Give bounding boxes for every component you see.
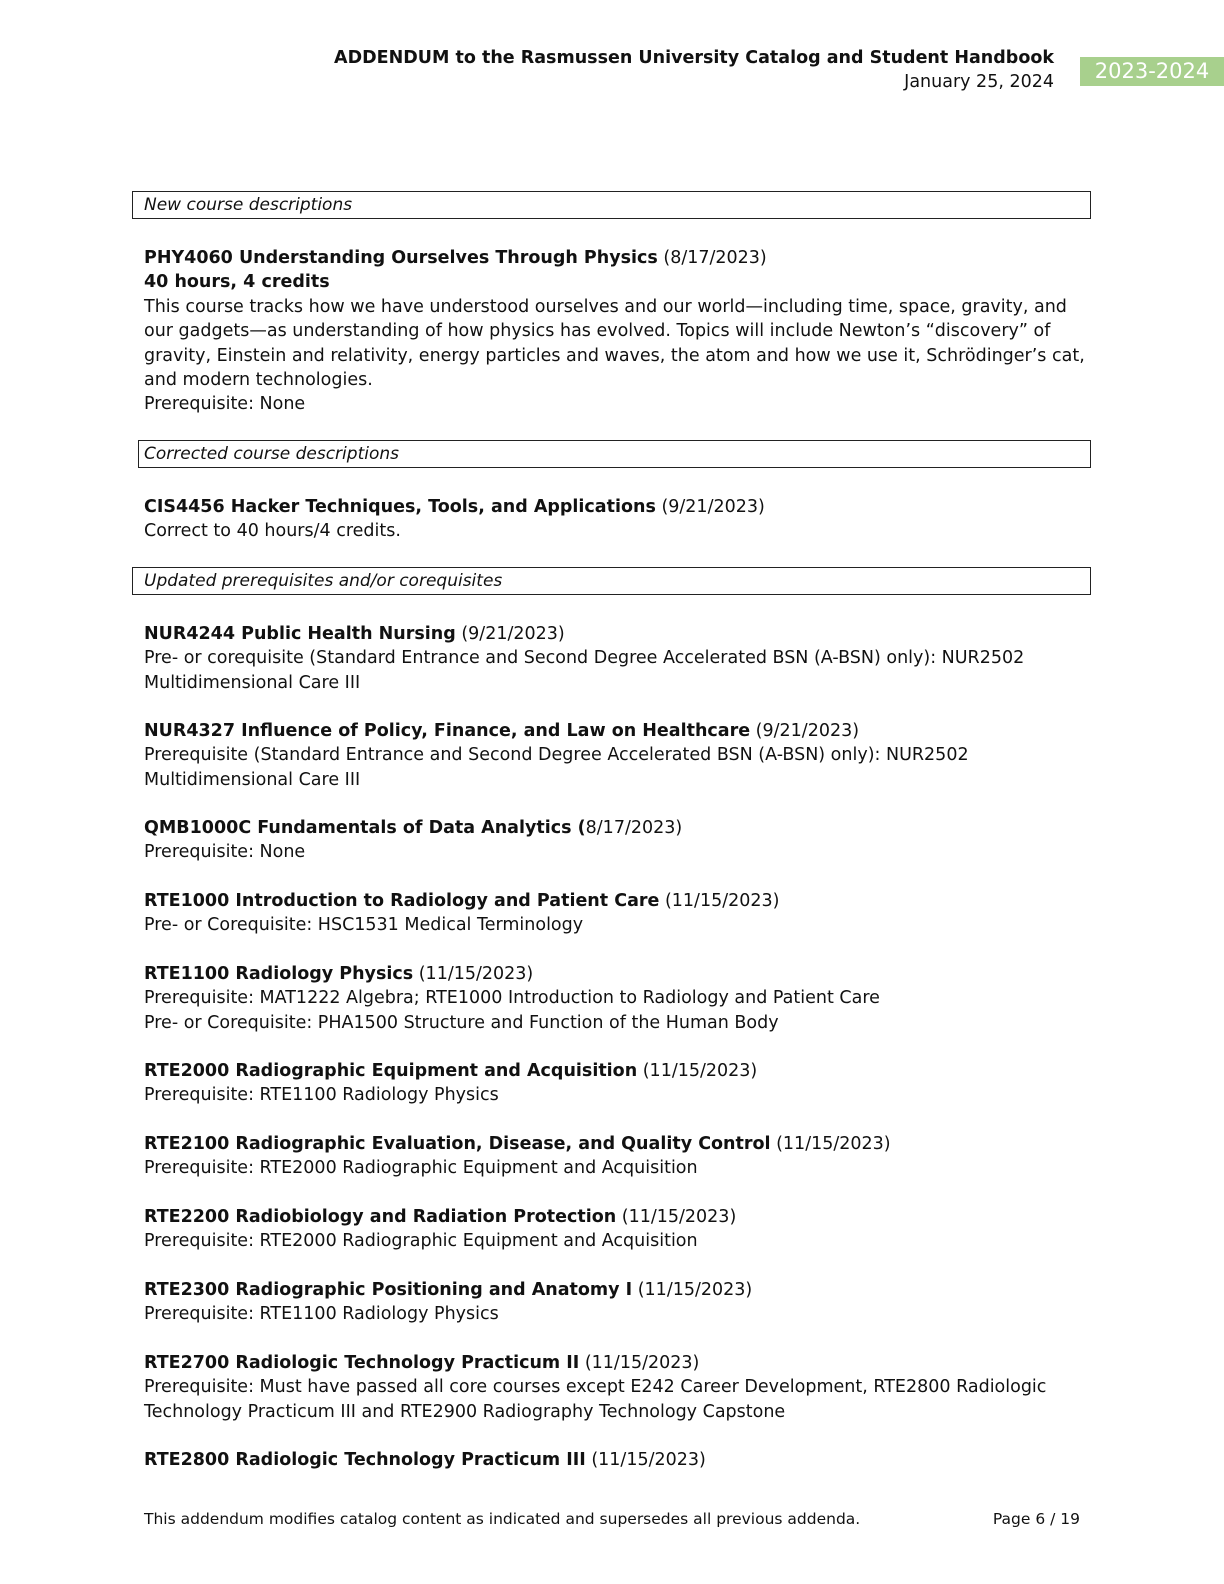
year-badge: 2023-2024 — [1080, 57, 1224, 86]
course-heading — [144, 495, 1089, 519]
course-note: Correct to 40 hours/4 credits. — [144, 521, 401, 542]
course-requirement: Pre- or Corequisite: HSC1531 Medical Terminology — [144, 915, 584, 936]
course-heading — [144, 889, 1089, 913]
course-heading — [144, 719, 1089, 743]
course-prerequisite: Prerequisite: None — [144, 394, 306, 415]
course-title: RTE2700 Radiologic Technology Practicum II — [144, 1353, 580, 1373]
course-title: RTE2800 Radiologic Technology Practicum III — [144, 1450, 586, 1470]
course-heading — [144, 246, 1089, 270]
course-entry-qmb1000c — [144, 816, 1089, 865]
course-requirement: Pre- or corequisite (Standard Entrance and Second Degree Accelerated BSN (A-BSN) only): NUR2502 Multidimensional Care III — [144, 648, 1025, 693]
course-title: NUR4244 Public Health Nursing — [144, 624, 456, 644]
course-title: CIS4456 Hacker Techniques, Tools, and Applications — [144, 497, 656, 517]
course-hours: 40 hours, 4 credits — [144, 272, 330, 293]
footer-note: This addendum modifies catalog content as indicated and supersedes all previous addenda. — [144, 1510, 861, 1528]
course-date: (9/21/2023) — [655, 497, 765, 517]
course-title: RTE1000 Introduction to Radiology and Patient Care — [144, 891, 660, 911]
course-entry-rte2800 — [144, 1448, 1089, 1472]
course-requirement: Pre- or Corequisite: PHA1500 Structure and Function of the Human Body — [144, 1012, 779, 1033]
course-date: (11/15/2023) — [585, 1450, 706, 1470]
course-title: RTE1100 Radiology Physics — [144, 964, 414, 984]
page-number: Page 6 / 19 — [992, 1510, 1080, 1528]
course-description: This course tracks how we have understood ourselves and our world—including time, space, gravity, and our gadgets—as understanding of how physics has evolved. Topics will include Newton’s “discovery” of gravity, Einstein and relativity, energy particles and waves, the atom and how we use it, Schrödinger’s cat, and modern technologies. — [144, 296, 1085, 391]
course-entry-rte1100 — [144, 962, 1089, 1035]
course-heading — [144, 1351, 1089, 1375]
course-date: (11/15/2023) — [632, 1280, 753, 1300]
section-header-new: New course descriptions — [132, 191, 1091, 219]
course-date: (8/17/2023) — [657, 248, 767, 268]
course-date: (11/15/2023) — [616, 1207, 737, 1227]
course-requirement: Prerequisite (Standard Entrance and Second Degree Accelerated BSN (A-BSN) only): NUR2502 Multidimensional Care III — [144, 745, 969, 790]
course-entry-rte2100 — [144, 1132, 1089, 1181]
course-date: (11/15/2023) — [770, 1134, 891, 1154]
course-heading — [144, 622, 1089, 646]
course-date: (9/21/2023) — [455, 624, 565, 644]
course-heading — [144, 1205, 1089, 1229]
document-date: January 25, 2024 — [904, 72, 1054, 92]
course-title: RTE2200 Radiobiology and Radiation Protection — [144, 1207, 617, 1227]
course-date: 8/17/2023) — [585, 818, 683, 838]
course-entry-rte1000 — [144, 889, 1089, 938]
course-heading — [144, 1448, 1089, 1472]
course-heading — [144, 1278, 1089, 1302]
course-date: (11/15/2023) — [659, 891, 780, 911]
course-title: QMB1000C Fundamentals of Data Analytics ( — [144, 818, 586, 838]
course-title: RTE2000 Radiographic Equipment and Acquisition — [144, 1061, 638, 1081]
course-requirement: Prerequisite: None — [144, 842, 306, 863]
course-title: PHY4060 Understanding Ourselves Through Physics — [144, 248, 658, 268]
course-requirement: Prerequisite: RTE2000 Radiographic Equipment and Acquisition — [144, 1231, 698, 1252]
document-title: ADDENDUM to the Rasmussen University Catalog and Student Handbook — [334, 48, 1054, 68]
section-header-updated: Updated prerequisites and/or corequisites — [132, 567, 1091, 595]
course-heading — [144, 1059, 1089, 1083]
course-entry-rte2000 — [144, 1059, 1089, 1108]
course-requirement: Prerequisite: MAT1222 Algebra; RTE1000 Introduction to Radiology and Patient Care — [144, 988, 880, 1009]
course-date: (9/21/2023) — [750, 721, 860, 741]
course-title: RTE2300 Radiographic Positioning and Anatomy I — [144, 1280, 633, 1300]
course-requirement: Prerequisite: RTE1100 Radiology Physics — [144, 1304, 499, 1325]
course-requirement: Prerequisite: Must have passed all core courses except E242 Career Development, RTE2800 Radiologic Technology Practicum III and RTE2900 Radiography Technology Capstone — [144, 1377, 1047, 1422]
course-entry-cis4456 — [144, 495, 1089, 544]
course-heading — [144, 962, 1089, 986]
course-entry-phy4060 — [144, 246, 1089, 417]
course-entry-rte2300 — [144, 1278, 1089, 1327]
course-entry-rte2200 — [144, 1205, 1089, 1254]
course-heading — [144, 1132, 1089, 1156]
course-title: RTE2100 Radiographic Evaluation, Disease, and Quality Control — [144, 1134, 771, 1154]
course-requirement: Prerequisite: RTE1100 Radiology Physics — [144, 1085, 499, 1106]
course-heading — [144, 816, 1089, 840]
section-header-corrected: Corrected course descriptions — [138, 440, 1091, 468]
course-title: NUR4327 Influence of Policy, Finance, and Law on Healthcare — [144, 721, 751, 741]
course-entry-nur4244 — [144, 622, 1089, 695]
course-date: (11/15/2023) — [637, 1061, 758, 1081]
course-entry-nur4327 — [144, 719, 1089, 792]
course-date: (11/15/2023) — [579, 1353, 700, 1373]
course-requirement: Prerequisite: RTE2000 Radiographic Equipment and Acquisition — [144, 1158, 698, 1179]
course-date: (11/15/2023) — [413, 964, 534, 984]
course-entry-rte2700 — [144, 1351, 1089, 1424]
